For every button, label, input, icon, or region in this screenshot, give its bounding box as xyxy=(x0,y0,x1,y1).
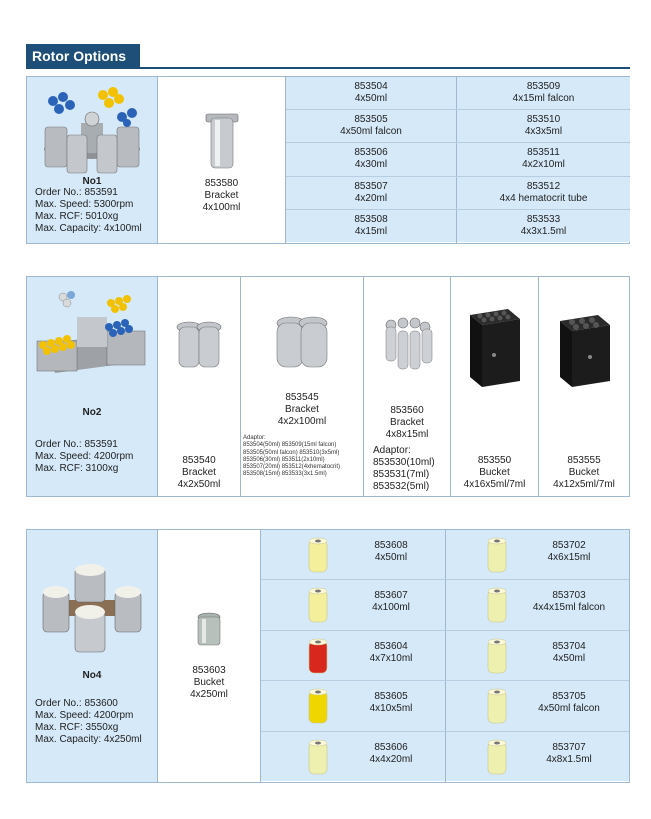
item-desc: 4x4x20ml xyxy=(369,753,413,765)
adaptor-image xyxy=(303,635,333,677)
adaptor-image xyxy=(303,534,333,576)
adaptor-list xyxy=(373,445,435,493)
adaptor-cell xyxy=(261,530,445,579)
spec-rcf: Max. RCF: 5010xg xyxy=(35,211,119,222)
spec-rcf: Max. RCF: 3100xg xyxy=(35,463,119,474)
item-code: 853508 xyxy=(354,213,388,225)
item-desc: 4x15ml xyxy=(354,225,388,237)
adaptor-label xyxy=(512,641,626,665)
adaptor-line: 853504(50ml) 853509(15ml falcon) xyxy=(243,442,337,449)
item-type: Bracket xyxy=(204,190,239,201)
adaptor-image xyxy=(303,685,333,727)
spec-speed: Max. Speed: 4200rpm xyxy=(35,710,134,721)
item-size: 4x250ml xyxy=(190,689,228,700)
adaptor-title: Adaptor: xyxy=(243,435,266,441)
item-code: 853555 xyxy=(567,455,601,466)
item-size: 4x8x15ml xyxy=(385,429,429,440)
item-code: 853607 xyxy=(374,590,408,602)
section-heading: Rotor Options xyxy=(26,44,140,68)
adaptor-label xyxy=(341,540,441,564)
bucket-image xyxy=(554,311,614,391)
item-desc: 4x50ml xyxy=(354,93,388,105)
adaptor-image xyxy=(482,685,512,727)
spec-order: Order No.: 853591 xyxy=(35,439,118,450)
adaptor-label xyxy=(341,641,441,665)
adaptor-label xyxy=(512,590,626,614)
spec-rcf: Max. RCF: 3550xg xyxy=(35,722,119,733)
item-code: 853703 xyxy=(552,590,586,602)
adaptor-cell xyxy=(446,732,629,781)
bracket-image xyxy=(269,309,335,379)
rotor-no4-panel xyxy=(27,530,157,782)
item-code: 853510 xyxy=(526,114,561,126)
bracket-image xyxy=(169,317,229,377)
rotor-no1-table xyxy=(26,76,630,244)
rotor-no4-table xyxy=(26,529,630,783)
item-label xyxy=(451,455,538,491)
item-desc: 4x20ml xyxy=(354,192,388,204)
rotor-no2-panel xyxy=(27,277,157,496)
item-label xyxy=(158,455,240,491)
rotor-no4-image xyxy=(37,564,147,654)
bracket-image xyxy=(377,315,437,381)
rotor-no2-image xyxy=(33,283,151,383)
adaptor-image xyxy=(482,584,512,626)
item-code: 853512 xyxy=(526,180,561,192)
item-desc: 4x50ml falcon xyxy=(340,126,402,138)
bucket-853603 xyxy=(158,530,260,782)
adaptor-cell xyxy=(457,77,630,109)
item-type: Bracket xyxy=(390,417,424,428)
spec-speed: Max. Speed: 4200rpm xyxy=(35,451,134,462)
item-code: 853506 xyxy=(354,147,388,159)
item-type: Bucket xyxy=(568,467,600,478)
adaptor-line: 853506(30ml) 853511(2x10ml) xyxy=(243,456,325,463)
item-code: 853550 xyxy=(477,455,512,466)
item-desc: 4x7x10ml xyxy=(369,652,413,664)
rotor-specs xyxy=(35,439,133,475)
item-desc: 4x6x15ml xyxy=(547,552,591,563)
adaptor-image xyxy=(482,736,512,778)
item-size: 4x2x100ml xyxy=(277,416,327,427)
adaptor-cell xyxy=(457,210,630,242)
adaptor-cell xyxy=(457,143,630,175)
item-code: 853604 xyxy=(374,640,408,652)
item-code: 853705 xyxy=(552,691,586,703)
item-code: 853511 xyxy=(527,147,560,159)
bracket-853545 xyxy=(241,277,363,496)
item-code: 853545 xyxy=(285,392,319,403)
adaptor-grid-no1 xyxy=(286,77,629,243)
adaptor-cell xyxy=(457,110,630,142)
item-code: 853704 xyxy=(552,640,586,652)
adaptor-title: Adaptor: xyxy=(373,445,411,456)
item-size: 4x12x5ml/7ml xyxy=(553,479,615,490)
adaptor-cell xyxy=(457,177,630,209)
adaptor-cell xyxy=(261,681,445,730)
rotor-no2-table xyxy=(26,276,630,497)
item-size: 4x16x5ml/7ml xyxy=(463,479,526,490)
adaptor-line: 853530(10ml) xyxy=(373,457,435,468)
bracket-853560 xyxy=(364,277,450,496)
adaptor-cell xyxy=(286,210,456,242)
item-size: 4x100ml xyxy=(202,202,241,213)
bucket-853555 xyxy=(539,277,629,496)
adaptor-image xyxy=(303,736,333,778)
item-desc: 4x50ml falcon xyxy=(538,703,600,715)
item-code: 853507 xyxy=(354,180,388,192)
spec-order: Order No.: 853600 xyxy=(35,698,118,709)
adaptor-cell xyxy=(286,177,456,209)
bracket-image xyxy=(202,106,242,172)
spec-capacity: Max. Capacity: 4x250ml xyxy=(35,734,142,745)
item-desc: 4x3x1.5ml xyxy=(520,225,567,237)
adaptor-cell xyxy=(261,732,445,781)
rotor-name: No4 xyxy=(82,670,102,681)
bucket-image xyxy=(194,611,224,649)
item-desc: 4x15ml falcon xyxy=(512,93,575,105)
rotor-name: No1 xyxy=(82,176,102,187)
item-desc: 4x8x1.5ml xyxy=(546,753,592,765)
adaptor-label xyxy=(341,742,441,766)
adaptor-cell xyxy=(446,681,629,730)
item-code: 853702 xyxy=(552,540,586,551)
rotor-no1-panel xyxy=(27,77,157,243)
rotor-no1-image xyxy=(37,87,147,179)
item-code: 853540 xyxy=(182,455,216,466)
adaptor-line: 853505(50ml falcon) 853510(3x5ml) xyxy=(243,449,340,456)
item-desc: 4x4x15ml falcon xyxy=(532,602,606,614)
adaptor-label xyxy=(341,590,441,614)
adaptor-cell xyxy=(286,77,456,109)
item-code: 853606 xyxy=(374,741,408,753)
item-label xyxy=(241,392,363,428)
adaptor-image xyxy=(303,584,333,626)
item-label xyxy=(364,405,450,441)
item-type: Bracket xyxy=(285,404,319,415)
adaptor-grid-no4 xyxy=(261,530,629,782)
spec-speed: Max. Speed: 5300rpm xyxy=(35,199,134,210)
item-size: 4x2x50ml xyxy=(177,479,221,490)
item-desc: 4x10x5ml xyxy=(369,703,413,715)
bracket-853540 xyxy=(158,277,240,496)
adaptor-line: 853532(5ml) xyxy=(373,481,430,492)
adaptor-image xyxy=(482,534,512,576)
adaptor-cell xyxy=(446,580,629,629)
item-desc: 4x50ml xyxy=(552,652,586,664)
item-code: 853580 xyxy=(204,178,239,189)
bucket-853550 xyxy=(451,277,538,496)
item-code: 853608 xyxy=(374,540,408,551)
item-code: 853603 xyxy=(192,665,226,676)
item-desc: 4x3x5ml xyxy=(524,126,563,138)
adaptor-cell xyxy=(446,631,629,680)
item-code: 853560 xyxy=(390,405,424,416)
adaptor-line: 853508(15ml) 853533(3x1.5ml) xyxy=(243,471,327,478)
item-code: 853605 xyxy=(374,691,408,703)
rotor-specs xyxy=(35,187,142,235)
adaptor-line: 853507(20ml) 853512(4xhematocrit) xyxy=(243,464,341,471)
item-code: 853504 xyxy=(354,81,388,93)
adaptor-cell xyxy=(261,631,445,680)
adaptor-cell xyxy=(286,110,456,142)
adaptor-cell xyxy=(446,530,629,579)
adaptor-cell xyxy=(286,143,456,175)
item-code: 853509 xyxy=(526,81,561,93)
item-desc: 4x100ml xyxy=(372,602,410,614)
item-code: 853707 xyxy=(552,741,586,753)
adaptor-label xyxy=(512,742,626,766)
item-desc: 4x50ml xyxy=(374,552,408,563)
item-label xyxy=(539,455,629,491)
adaptor-label xyxy=(341,691,441,715)
rotor-name: No2 xyxy=(82,407,102,418)
adaptor-label xyxy=(512,540,626,564)
item-type: Bucket xyxy=(193,677,225,688)
item-desc: 4x4 hematocrit tube xyxy=(499,192,588,204)
heading-rule xyxy=(26,67,630,69)
item-type: Bucket xyxy=(479,467,510,478)
item-code: 853505 xyxy=(354,114,388,126)
adaptor-cell xyxy=(261,580,445,629)
spec-order: Order No.: 853591 xyxy=(35,187,118,198)
bucket-image xyxy=(464,305,524,391)
bracket-853580 xyxy=(158,77,285,243)
item-code: 853533 xyxy=(526,213,561,225)
rotor-specs xyxy=(35,698,142,746)
adaptor-line: 853531(7ml) xyxy=(373,469,430,480)
adaptor-image xyxy=(482,635,512,677)
adaptor-list xyxy=(243,435,340,479)
spec-capacity: Max. Capacity: 4x100ml xyxy=(35,223,142,234)
adaptor-label xyxy=(512,691,626,715)
item-type: Bracket xyxy=(182,467,216,478)
item-desc: 4x30ml xyxy=(354,159,388,171)
item-desc: 4x2x10ml xyxy=(522,159,565,171)
